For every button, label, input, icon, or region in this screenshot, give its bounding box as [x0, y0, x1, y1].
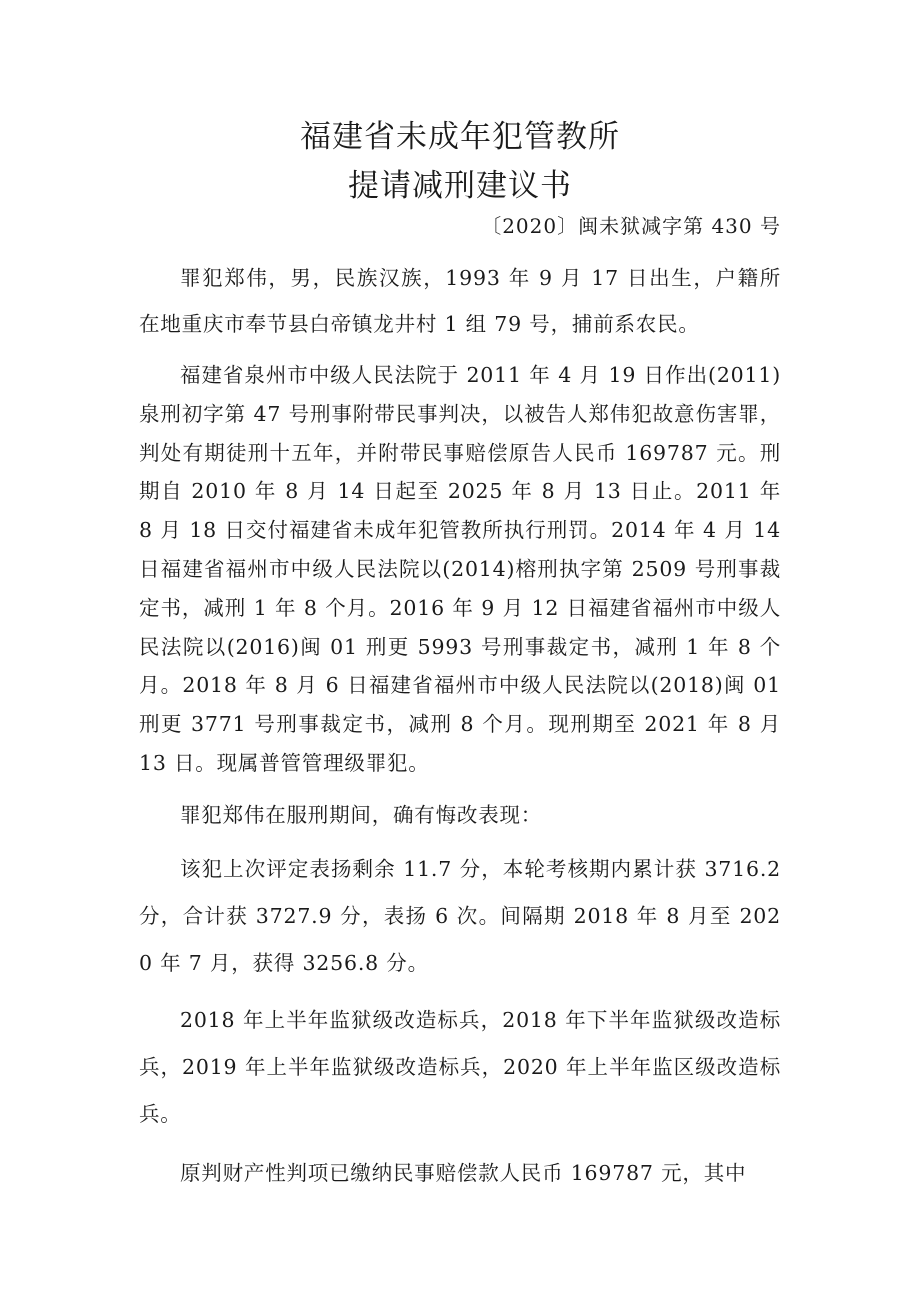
document-body	[139, 256, 781, 1197]
paragraph-sentence-history: 福建省泉州市中级人民法院于 2011 年 4 月 19 日作出(2011)泉刑初字第 47 号刑事附带民事判决，以被告人郑伟犯故意伤害罪，判处有期徒刑十五年，并附带民事赔偿原告人民币 169787 元。刑期自 2010 年 8 月 14 日起至 2025 年 8 月 13 日止。2011 年 8 月 18 日交付福建省未成年犯管教所执行刑罚。2014 年 4 月 14 日福建省福州市中级人民法院以(2014)榕刑执字第 2509 号刑事裁定书，减刑 1 年 8 个月。2016 年 9 月 12 日福建省福州市中级人民法院以(2016)闽 01 刑更 5993 号刑事裁定书，减刑 1 年 8 个月。2018 年 8 月 6 日福建省福州市中级人民法院以(2018)闽 01 刑更 3771 号刑事裁定书，减刑 8 个月。现刑期至 2021 年 8 月 13 日。现属普管管理级罪犯。	[139, 363, 781, 775]
paragraph-points-record: 该犯上次评定表扬剩余 11.7 分，本轮考核期内累计获 3716.2 分，合计获 3727.9 分，表扬 6 次。间隔期 2018 年 8 月至 2020 年 7 月，获得 3256.8 分。	[139, 856, 781, 975]
paragraph-property-payment: 原判财产性判项已缴纳民事赔偿款人民币 169787 元，其中	[180, 1160, 747, 1185]
paragraph-criminal-info: 罪犯郑伟，男，民族汉族，1993 年 9 月 17 日出生，户籍所在地重庆市奉节县白帝镇龙井村 1 组 79 号，捕前系农民。	[139, 266, 781, 336]
paragraph-repentance-intro: 罪犯郑伟在服刑期间，确有悔改表现：	[180, 802, 543, 827]
document-title-line-2: 提请减刑建议书	[348, 168, 572, 204]
document-title-line-1: 福建省未成年犯管教所	[300, 119, 620, 155]
document-number: 〔2020〕闽未狱减字第 430 号	[481, 214, 781, 238]
paragraph-awards: 2018 年上半年监狱级改造标兵，2018 年下半年监狱级改造标兵，2019 年上半年监狱级改造标兵，2020 年上半年监区级改造标兵。	[139, 1007, 781, 1126]
